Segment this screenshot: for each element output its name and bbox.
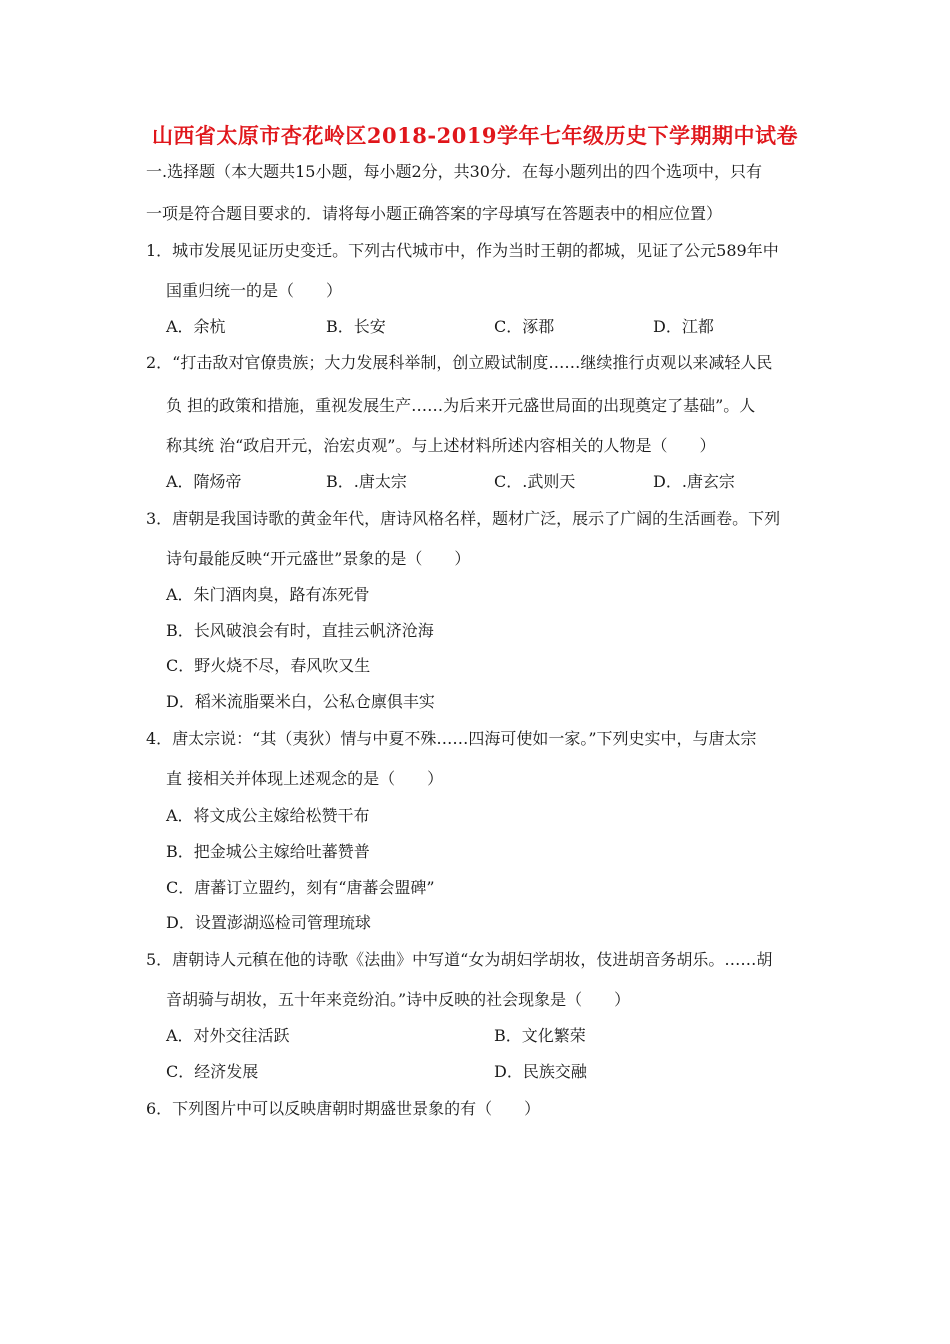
question-4-option-b: B．把金城公主嫁给吐蕃赞普 bbox=[166, 842, 370, 861]
question-3-option-b: B．长风破浪会有时，直挂云帆济沧海 bbox=[166, 621, 434, 640]
question-4-option-c: C．唐蕃订立盟约，刻有“唐蕃会盟碑” bbox=[166, 878, 435, 897]
question-1-stem-line-1: 1．城市发展见证历史变迁。下列古代城市中，作为当时王朝的都城，见证了公元589年中 bbox=[146, 241, 779, 260]
question-6-stem-line-1: 6．下列图片中可以反映唐朝时期盛世景象的有（ ） bbox=[146, 1099, 541, 1118]
section-instruction-line-2: 一项是符合题目要求的．请将每小题正确答案的字母填写在答题表中的相应位置） bbox=[146, 204, 723, 223]
question-1-option-a: A．余杭 bbox=[166, 317, 226, 336]
question-3-stem-line-1: 3．唐朝是我国诗歌的黄金年代，唐诗风格名样，题材广泛，展示了广阔的生活画卷。下列 bbox=[146, 509, 781, 528]
question-1-option-b: B．长安 bbox=[326, 317, 386, 336]
page-title: 山西省太原市杏花岭区2018-2019学年七年级历史下学期期中试卷 bbox=[151, 123, 799, 148]
question-4-option-d: D．设置澎湖巡检司管理琉球 bbox=[166, 913, 371, 932]
question-2-option-d: D．.唐玄宗 bbox=[653, 472, 735, 491]
question-3-stem-line-2: 诗句最能反映“开元盛世”景象的是（ ） bbox=[166, 549, 471, 568]
question-2-stem-line-3: 称其统 治“政启开元，治宏贞观”。与上述材料所述内容相关的人物是（ ） bbox=[166, 436, 716, 455]
section-instruction-line-1: 一.选择题（本大题共15小题，每小题2分，共30分．在每小题列出的四个选项中，只有 bbox=[146, 162, 762, 181]
question-1-option-c: C．涿郡 bbox=[494, 317, 555, 336]
question-3-option-d: D．稻米流脂粟米白，公私仓廪俱丰实 bbox=[166, 692, 435, 711]
question-3-option-a: A．朱门酒肉臭，路有冻死骨 bbox=[166, 585, 370, 604]
question-4-option-a: A．将文成公主嫁给松赞干布 bbox=[166, 806, 370, 825]
question-5-option-d: D．民族交融 bbox=[494, 1062, 587, 1081]
question-5-option-a: A．对外交往活跃 bbox=[166, 1026, 290, 1045]
question-5-option-b: B．文化繁荣 bbox=[494, 1026, 586, 1045]
question-5-stem-line-2: 音胡骑与胡妆，五十年来竞纷泊。”诗中反映的社会现象是（ ） bbox=[166, 990, 631, 1009]
question-1-stem-line-2: 国重归统一的是（ ） bbox=[166, 281, 343, 300]
question-2-stem-line-1: 2．“打击敌对官僚贵族；大力发展科举制，创立殿试制度……继续推行贞观以来减轻人民 bbox=[146, 353, 773, 372]
question-5-stem-line-1: 5．唐朝诗人元稹在他的诗歌《法曲》中写道“女为胡妇学胡妆，伎进胡音务胡乐。……胡 bbox=[146, 950, 773, 969]
question-5-option-c: C．经济发展 bbox=[166, 1062, 259, 1081]
question-2-option-b: B．.唐太宗 bbox=[326, 472, 407, 491]
question-2-option-a: A．隋炀帝 bbox=[166, 472, 242, 491]
question-2-option-c: C．.武则天 bbox=[494, 472, 576, 491]
question-2-stem-line-2: 负 担的政策和措施，重视发展生产……为后来开元盛世局面的出现奠定了基础”。人 bbox=[166, 396, 756, 415]
question-4-stem-line-2: 直 接相关并体现上述观念的是（ ） bbox=[166, 769, 444, 788]
question-1-option-d: D．江都 bbox=[653, 317, 714, 336]
question-4-stem-line-1: 4．唐太宗说：“其（夷狄）情与中夏不殊……四海可使如一家。”下列史实中，与唐太宗 bbox=[146, 729, 757, 748]
question-3-option-c: C．野火烧不尽，春风吹又生 bbox=[166, 656, 371, 675]
